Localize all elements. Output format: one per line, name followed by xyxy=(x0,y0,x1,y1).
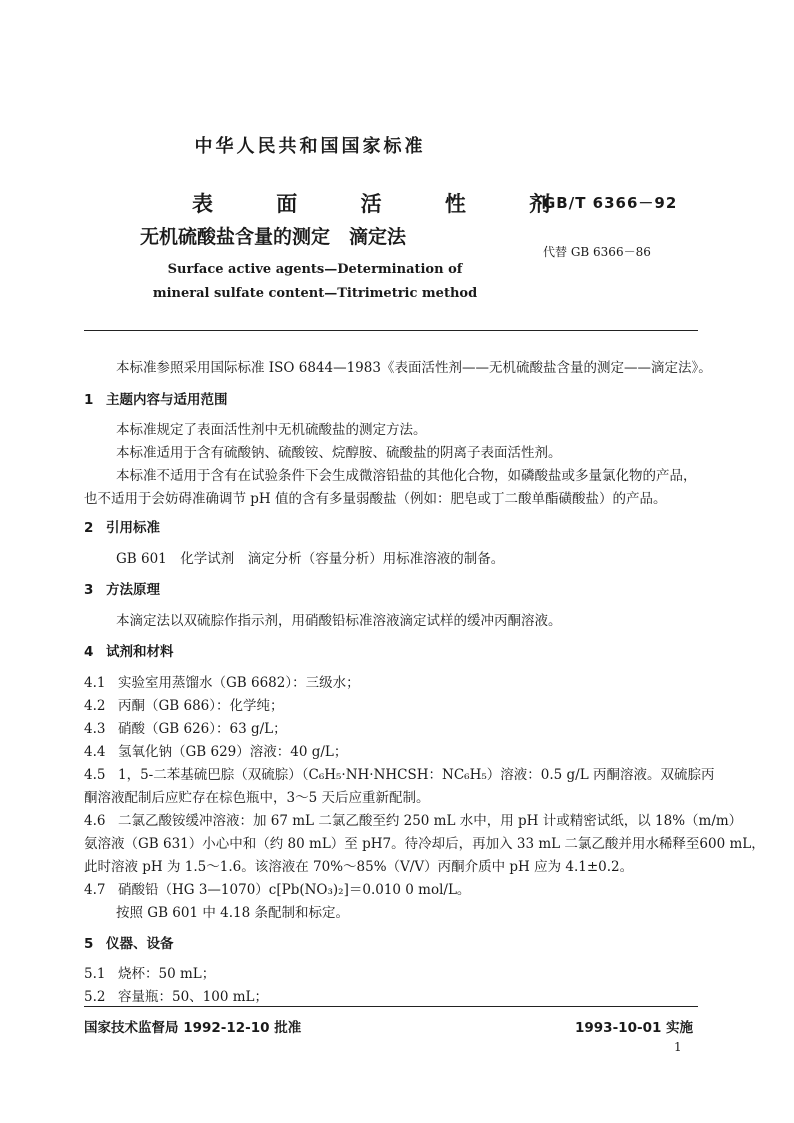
footer-divider xyxy=(84,1006,698,1007)
paragraph-continuation: 也不适用于会妨碍准确调节 pH 值的含有多量弱酸盐（例如：肥皂或丁二酸单酯磺酸盐）的产品。 xyxy=(84,491,667,507)
header-divider xyxy=(84,330,698,331)
document-title: 表 面 活 性 剂 xyxy=(192,192,551,216)
item-text: 丙酮（GB 686）：化学纯； xyxy=(118,698,284,714)
page-number: 1 xyxy=(674,1040,682,1054)
item-number: 4.1 xyxy=(84,675,106,691)
item-number: 4.3 xyxy=(84,721,106,737)
section-title: 引用标准 xyxy=(106,520,160,536)
item-number: 4.7 xyxy=(84,882,106,898)
section-heading-2 xyxy=(84,516,160,536)
section-title: 方法原理 xyxy=(106,582,160,598)
item-text: 容量瓶：50、100 mL； xyxy=(118,989,269,1005)
list-item xyxy=(84,694,284,714)
item-continuation: 氨溶液（GB 631）小心中和（约 80 mL）至 pH7。待冷却后，再加入 33 mL 二氯乙酸并用水稀释至600 mL， xyxy=(84,836,765,852)
item-number: 5.2 xyxy=(84,989,106,1005)
item-text: 二氯乙酸铵缓冲溶液：加 67 mL 二氯乙酸至约 250 mL 水中，用 pH 计或精密试纸，以 18%（m/m） xyxy=(118,813,743,829)
section-heading-1 xyxy=(84,388,228,408)
list-item xyxy=(84,740,347,760)
section-number: 1 xyxy=(84,392,94,408)
paragraph: 本标准不适用于含有在试验条件下会生成微溶铅盐的其他化合物，如磷酸盐或多量氯化物的产品， xyxy=(116,468,697,484)
english-title-line-2: mineral sulfate content—Titrimetric method xyxy=(152,286,478,301)
item-text: 硝酸铅（HG 3—1070）c[Pb(NO₃)₂]＝0.010 0 mol/L。 xyxy=(118,882,471,898)
standard-name: 中华人民共和国国家标准 xyxy=(194,136,426,157)
list-item xyxy=(84,763,714,783)
item-number: 4.2 xyxy=(84,698,106,714)
intro-paragraph: 本标准参照采用国际标准 ISO 6844—1983《表面活性剂——无机硫酸盐含量的测定——滴定法》。 xyxy=(116,360,712,376)
item-text: 实验室用蒸馏水（GB 6682）：三级水； xyxy=(118,675,360,691)
item-number: 4.6 xyxy=(84,813,106,829)
replaces-standard: 代替 GB 6366－86 xyxy=(543,245,651,259)
section-number: 3 xyxy=(84,582,94,598)
document-subtitle: 无机硫酸盐含量的测定 滴定法 xyxy=(140,226,407,248)
list-item xyxy=(84,671,360,691)
english-title-line-1: Surface active agents—Determination of xyxy=(167,262,463,277)
section-heading-5 xyxy=(84,932,174,952)
section-title: 仪器、设备 xyxy=(106,936,174,952)
paragraph: 本标准规定了表面活性剂中无机硫酸盐的测定方法。 xyxy=(116,422,427,438)
section-number: 2 xyxy=(84,520,94,536)
section-heading-3 xyxy=(84,578,160,598)
list-item xyxy=(84,809,742,829)
reference-standard: GB 601 化学试剂 滴定分析（容量分析）用标准溶液的制备。 xyxy=(116,551,505,567)
paragraph: 本滴定法以双硫腙作指示剂，用硝酸铅标准溶液滴定试样的缓冲丙酮溶液。 xyxy=(116,613,562,629)
standard-code: GB/T 6366－92 xyxy=(543,194,678,212)
section-title: 主题内容与适用范围 xyxy=(106,392,228,408)
item-number: 5.1 xyxy=(84,966,106,982)
item-number: 4.4 xyxy=(84,744,106,760)
list-item xyxy=(84,878,470,898)
item-continuation: 酮溶液配制后应贮存在棕色瓶中，3～5 天后应重新配制。 xyxy=(84,790,430,806)
approval-date: 国家技术监督局 1992-12-10 批准 xyxy=(84,1020,302,1036)
section-number: 4 xyxy=(84,644,94,660)
item-text: 1，5-二苯基硫巴腙（双硫腙）（C₆H₅·NH·NHCSH：NC₆H₅）溶液：0.5 g/L 丙酮溶液。双硫腙丙 xyxy=(118,767,715,783)
list-item xyxy=(84,717,287,737)
item-continuation: 此时溶液 pH 为 1.5～1.6。该溶液在 70%～85%（V/V）丙酮介质中 pH 应为 4.1±0.2。 xyxy=(84,859,634,875)
item-text: 硝酸（GB 626）：63 g/L； xyxy=(118,721,287,737)
list-item xyxy=(84,985,268,1005)
item-text: 烧杯：50 mL； xyxy=(118,966,216,982)
section-heading-4 xyxy=(84,640,174,660)
item-number: 4.5 xyxy=(84,767,106,783)
item-text: 氢氧化钠（GB 629）溶液：40 g/L； xyxy=(118,744,348,760)
paragraph: 本标准适用于含有硫酸钠、硫酸铵、烷醇胺、硫酸盐的阴离子表面活性剂。 xyxy=(116,445,562,461)
list-item xyxy=(84,962,215,982)
section-title: 试剂和材料 xyxy=(106,644,174,660)
section-number: 5 xyxy=(84,936,94,952)
effective-date: 1993-10-01 实施 xyxy=(575,1020,694,1036)
item-continuation: 按照 GB 601 中 4.18 条配制和标定。 xyxy=(116,905,349,921)
